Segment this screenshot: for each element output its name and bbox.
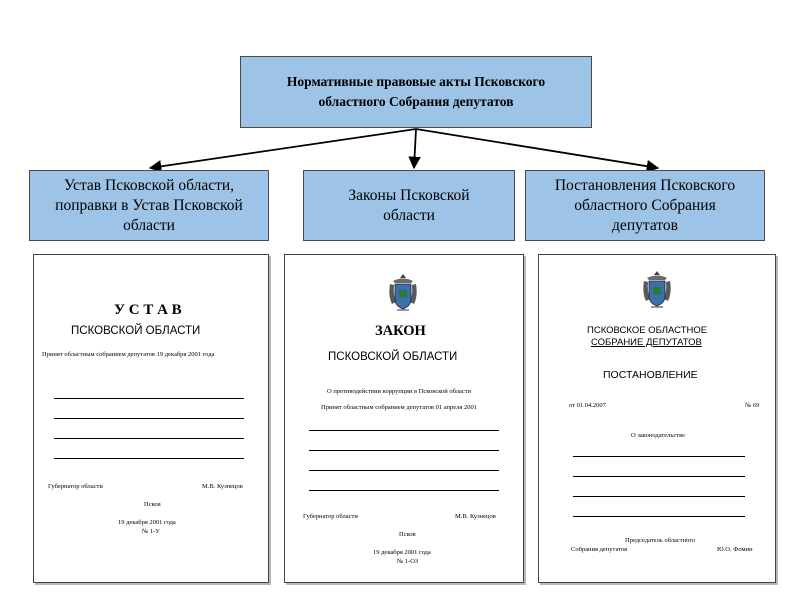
text-line [309,450,499,451]
ustav-signer-name: М.В. Кузнецов [202,483,243,490]
post-chair-line2: Собрания депутатов [571,546,628,553]
ustav-number: № 1-У [142,528,160,535]
zakon-subheading: ПСКОВСКОЙ ОБЛАСТИ [328,351,458,363]
post-heading: ПОСТАНОВЛЕНИЕ [603,369,698,381]
top-box [240,56,592,128]
text-line [309,470,499,471]
post-org-line1: ПСКОВСКОЕ ОБЛАСТНОЕ [587,325,708,336]
text-line [54,438,244,439]
ustav-date: 19 декабря 2001 года [118,519,176,526]
post-org-line2: СОБРАНИЕ ДЕПУТАТОВ [591,337,702,348]
zakon-signer-title: Губернатор области [303,513,358,520]
post-date: от 01.04.2007 [569,402,606,409]
text-line [54,458,244,459]
post-number: № 69 [745,402,760,409]
document-zakon [284,254,524,583]
category-label-postanovleniya: Постановления Псковского областного Собрания депутатов [554,176,736,234]
text-line [309,430,499,431]
zakon-date: 19 декабря 2001 года [373,549,431,556]
text-line [573,516,745,517]
zakon-adopted: Принят областным собранием депутатов 01 апреля 2001 [321,404,477,411]
zakon-heading: ЗАКОН [375,323,426,339]
arrow-to-zakony [414,129,416,168]
document-ustav [33,254,269,583]
coat-of-arms-icon [388,272,418,312]
text-line [54,398,244,399]
ustav-adopted: Принят областным собранием депутатов 19 декабря 2001 года [42,351,215,358]
category-label-ustav: Устав Псковской области, поправки в Устав Псковской области [55,176,243,234]
text-line [573,496,745,497]
category-label-zakony: Законы Псковской области [348,186,470,224]
zakon-subject: О противодействии коррупции в Псковской области [327,388,472,395]
text-line [309,490,499,491]
text-line [573,456,745,457]
zakon-place: Псков [399,531,416,538]
text-line [573,476,745,477]
category-box-zakony [303,170,515,241]
coat-of-arms-icon [642,269,672,309]
ustav-signer-title: Губернатор области [48,483,103,490]
zakon-number: № 1-ОЗ [397,558,419,565]
top-title: Нормативные правовые акты Псковского областного Собрания депутатов [286,74,546,109]
category-box-ustav [29,170,269,241]
arrow-to-postanovleniya [416,129,658,168]
ustav-place: Псков [144,501,161,508]
post-chair-line1: Председатель областного [625,537,696,544]
ustav-heading: У С Т А В [114,302,182,318]
category-box-postanovleniya [525,170,765,241]
arrow-to-ustav [150,129,416,168]
document-postanovlenie [538,254,776,583]
zakon-signer-name: М.В. Кузнецов [455,513,496,520]
post-chair-name: Ю.О. Фомин [717,546,753,553]
text-line [54,418,244,419]
post-subject: О законодательстве [631,432,685,439]
ustav-subheading: ПСКОВСКОЙ ОБЛАСТИ [71,325,201,337]
